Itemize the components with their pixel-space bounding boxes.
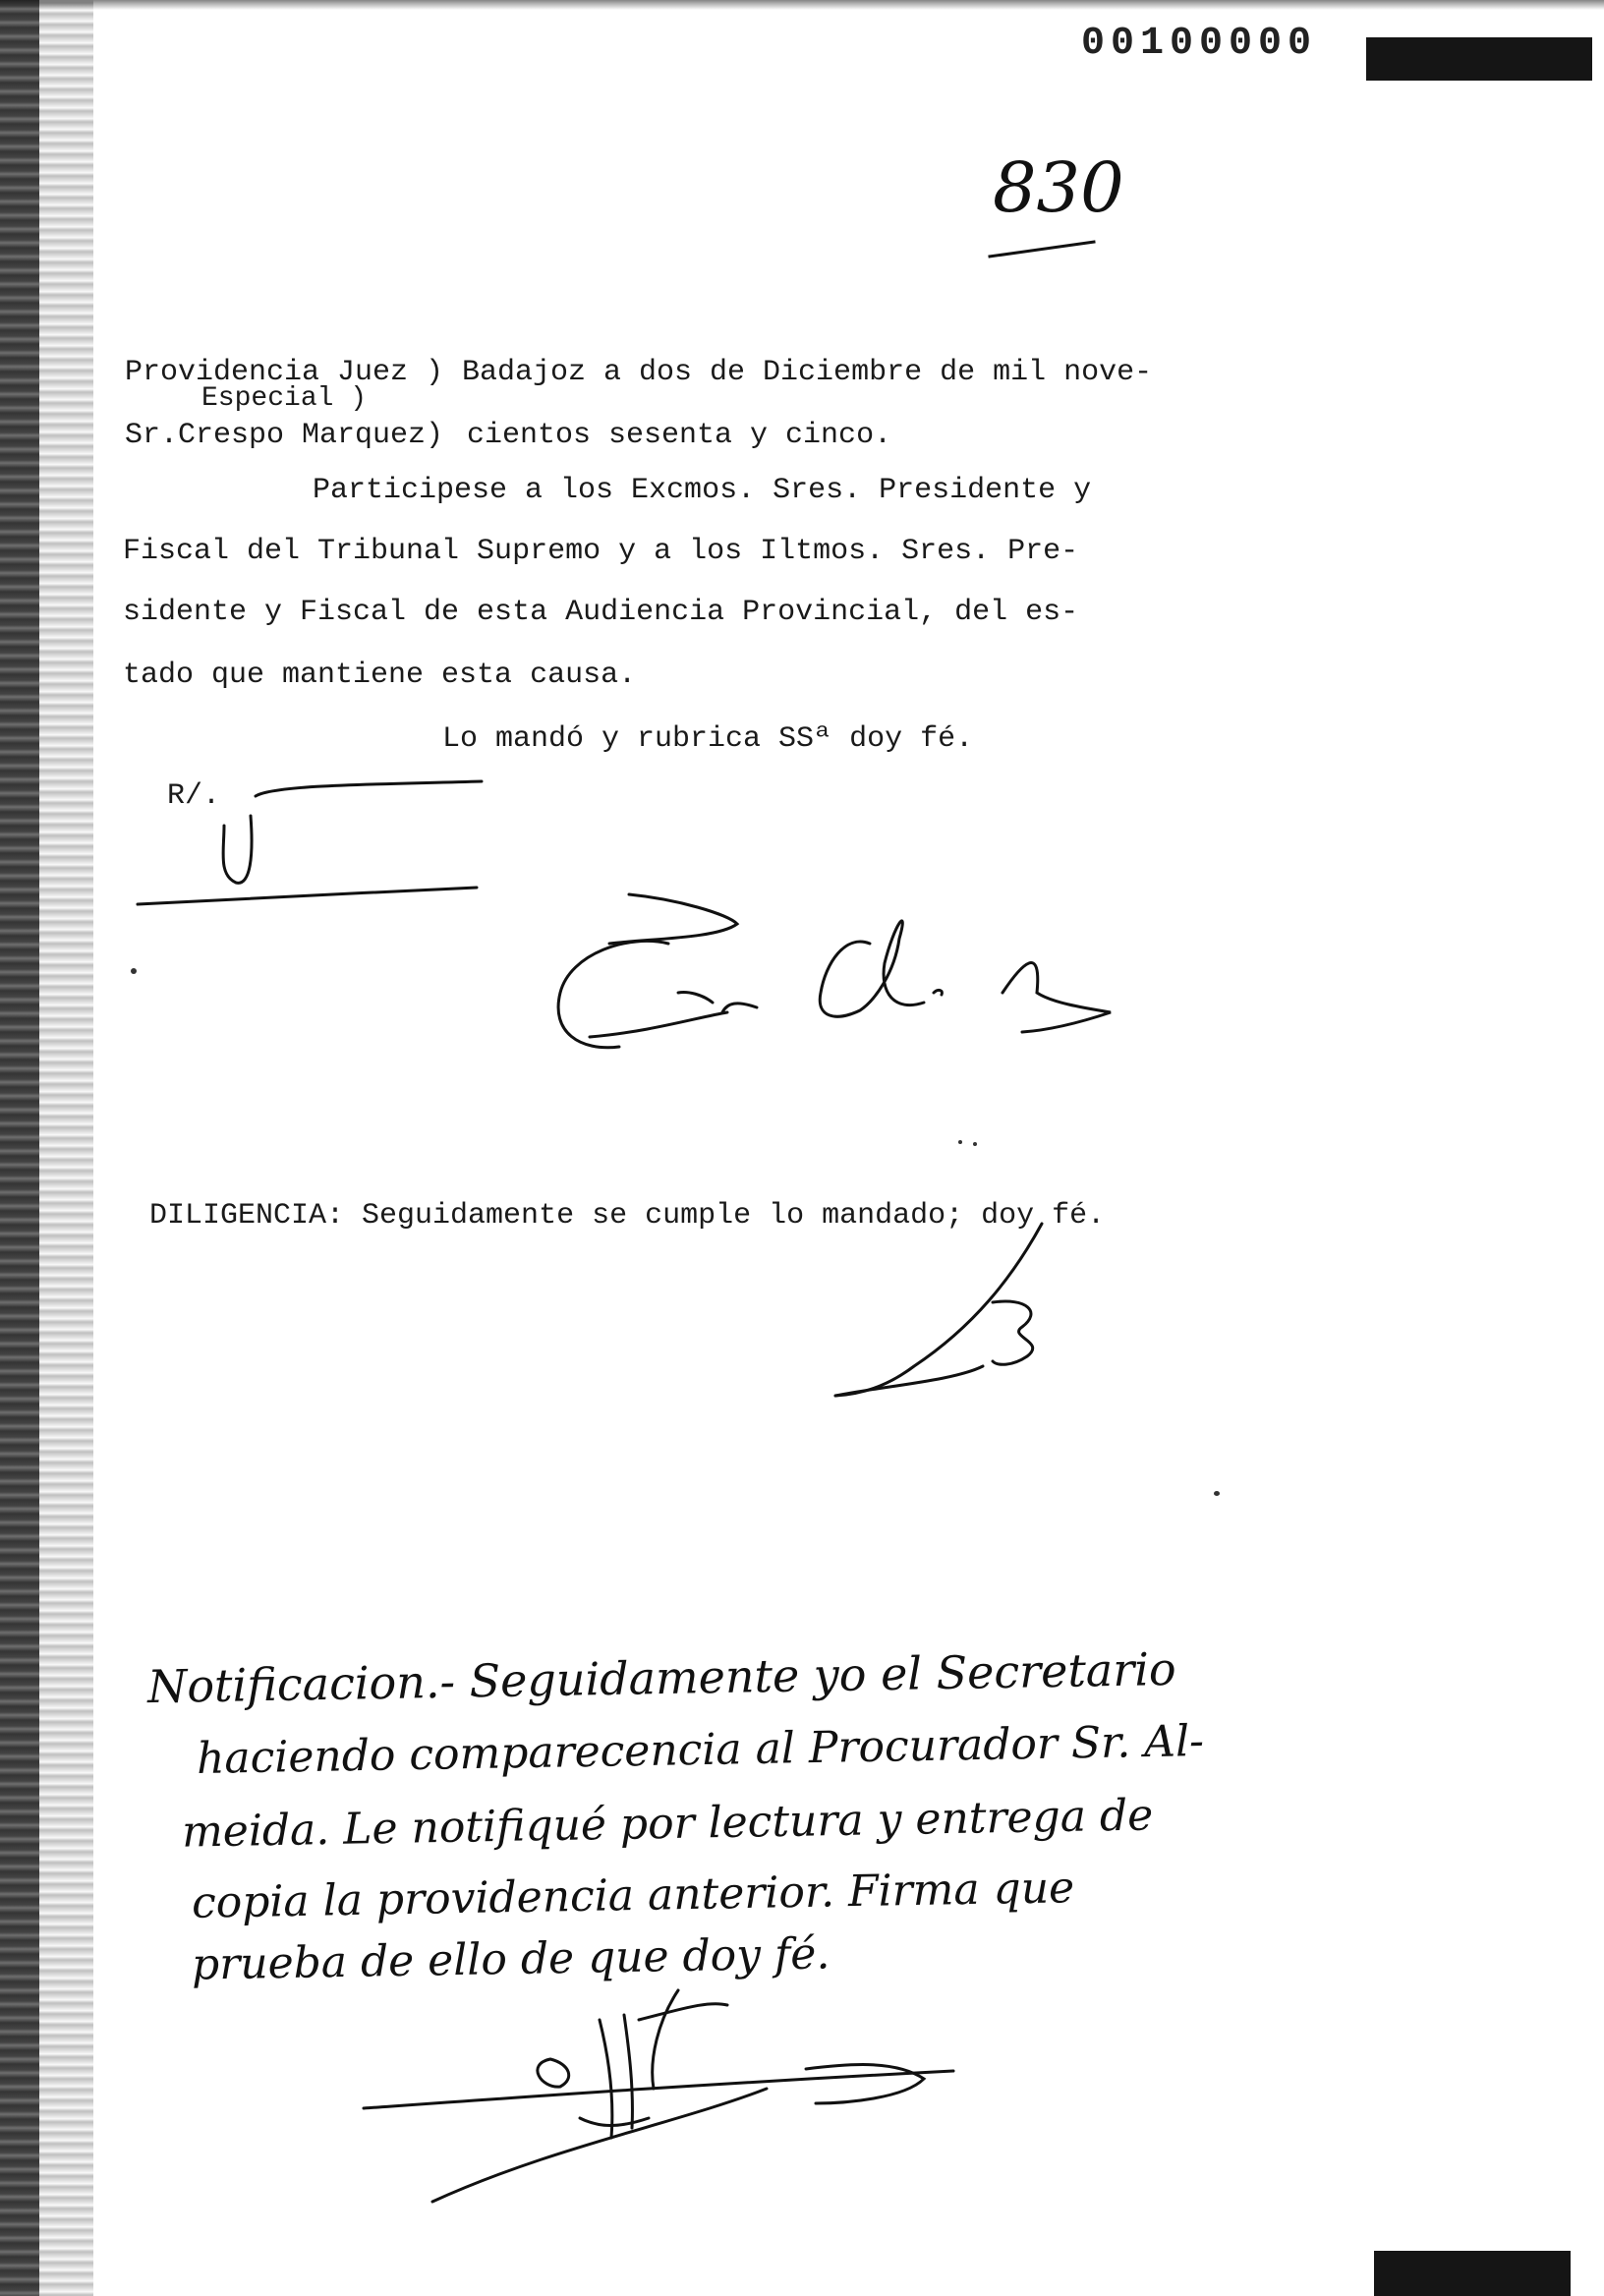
body-line-2: Fiscal del Tribunal Supremo y a los Iltmos. Sres. Pre- <box>123 535 1079 568</box>
notificacion-line-3: meida. Le notifiqué por lectura y entrega de <box>181 1790 1154 1858</box>
folio-number: 830 <box>993 147 1124 228</box>
notificacion-line-2: haciendo comparecencia al Procurador Sr. Al- <box>196 1716 1205 1784</box>
scan-artifact-bottom-right <box>1374 2251 1571 2296</box>
body-line-4: tado que mantiene esta causa. <box>123 659 637 692</box>
rubric-label: R/. <box>167 779 221 813</box>
body-line-3: sidente y Fiscal de esta Audiencia Provincial, del es- <box>123 596 1079 629</box>
diligencia-line: DILIGENCIA: Seguidamente se cumple lo mandado; doy fé. <box>149 1199 1106 1233</box>
scan-artifact-top-right <box>1366 37 1592 81</box>
closing-line: Lo mandó y rubrica SSª doy fé. <box>442 722 974 756</box>
margin-line-2: Especial ) <box>201 383 368 414</box>
scan-left-shadow <box>39 0 93 2296</box>
date-line-2: cientos sesenta y cinco. <box>467 419 892 452</box>
notificacion-signature <box>354 1980 983 2216</box>
date-line-1: Badajoz a dos de Diciembre de mil nove- <box>462 356 1153 389</box>
margin-line-1: Providencia Juez ) <box>125 356 444 389</box>
judge-signature <box>531 885 1140 1091</box>
archive-stamp-number: 00100000 <box>1081 22 1318 66</box>
folio-underline <box>988 240 1095 258</box>
ink-speck <box>958 1140 962 1144</box>
ink-speck <box>1214 1491 1220 1496</box>
rubric-mark <box>128 776 501 924</box>
ink-speck <box>131 968 137 974</box>
scan-left-edge <box>0 0 39 2296</box>
notificacion-line-4: copia la providencia anterior. Firma que <box>191 1863 1075 1928</box>
secretary-signature <box>816 1219 1071 1415</box>
notificacion-line-5: prueba de ello de que doy fé. <box>191 1928 831 1990</box>
margin-line-3: Sr.Crespo Marquez) <box>125 419 444 452</box>
notificacion-line-1: Notificacion.- Seguidamente yo el Secretario <box>146 1641 1177 1714</box>
scan-top-edge <box>0 0 1604 10</box>
body-line-1: Participese a los Excmos. Sres. Presidente y <box>313 474 1092 507</box>
ink-speck <box>973 1142 977 1146</box>
